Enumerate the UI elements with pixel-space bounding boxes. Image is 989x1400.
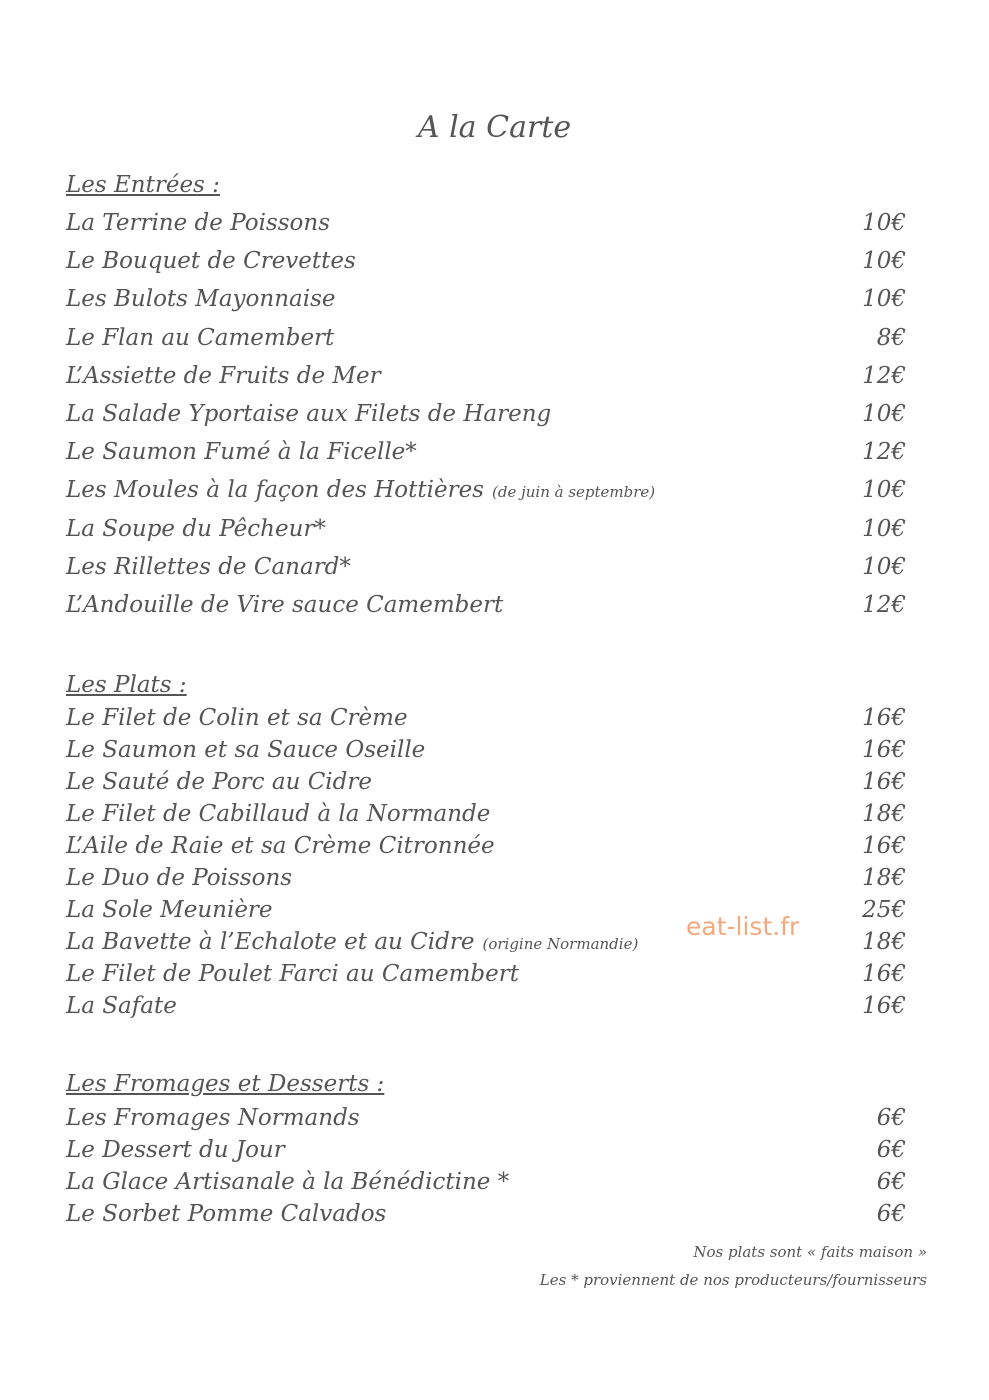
menu-item-name: Le Sorbet Pomme Calvados xyxy=(66,1201,387,1227)
menu-item-price: 6€ xyxy=(876,1137,906,1163)
menu-item-label xyxy=(66,1198,386,1230)
menu-item xyxy=(66,734,906,766)
menu-item xyxy=(66,433,906,471)
section-heading-desserts: Les Fromages et Desserts : xyxy=(66,1071,385,1097)
menu-item xyxy=(66,586,906,624)
menu-item-name: Le Duo de Poissons xyxy=(66,865,293,891)
entrees-list xyxy=(66,204,906,624)
menu-item-label xyxy=(66,395,551,433)
menu-item-name: Le Flan au Camembert xyxy=(66,324,335,351)
menu-item-label xyxy=(66,734,425,766)
menu-item-price: 18€ xyxy=(862,801,906,827)
menu-item-price: 25€ xyxy=(862,897,906,923)
menu-item-label xyxy=(66,926,638,960)
menu-item-name: Les Bulots Mayonnaise xyxy=(66,286,336,313)
menu-item-label xyxy=(66,242,356,280)
section-heading-plats: Les Plats : xyxy=(66,672,187,698)
menu-item xyxy=(66,702,906,734)
menu-item-label xyxy=(66,894,273,926)
menu-item xyxy=(66,830,906,862)
menu-item-price: 10€ xyxy=(862,477,906,504)
menu-item-label xyxy=(66,1102,360,1134)
menu-item-name: Le Filet de Poulet Farci au Camembert xyxy=(66,961,520,987)
menu-item-label xyxy=(66,958,519,990)
menu-item-price: 6€ xyxy=(876,1105,906,1131)
menu-item xyxy=(66,395,906,433)
menu-item xyxy=(66,357,906,395)
menu-item-name: Les Fromages Normands xyxy=(66,1105,360,1131)
menu-item xyxy=(66,862,906,894)
menu-item-label xyxy=(66,1134,285,1166)
menu-item-name: La Glace Artisanale à la Bénédictine * xyxy=(66,1169,510,1195)
menu-item-price: 16€ xyxy=(862,993,906,1019)
menu-item-label xyxy=(66,766,372,798)
footer-line-suppliers: Les * proviennent de nos producteurs/fournisseurs xyxy=(539,1271,927,1289)
menu-item-label xyxy=(66,548,351,586)
menu-item-name: Le Sauté de Porc au Cidre xyxy=(66,769,372,795)
menu-item xyxy=(66,242,906,280)
menu-item-label xyxy=(66,471,655,511)
footer-notes xyxy=(540,1238,927,1294)
menu-item xyxy=(66,1166,906,1198)
plats-list xyxy=(66,702,906,1022)
menu-item-price: 10€ xyxy=(862,553,906,580)
menu-item xyxy=(66,1134,906,1166)
menu-item-price: 18€ xyxy=(862,929,906,955)
menu-item-label xyxy=(66,862,292,894)
menu-item-label xyxy=(66,510,326,548)
section-desserts xyxy=(66,1066,906,1230)
menu-item-name: Le Filet de Colin et sa Crème xyxy=(66,705,408,731)
menu-item-note: (de juin à septembre) xyxy=(492,483,656,502)
desserts-list xyxy=(66,1102,906,1230)
menu-item-price: 10€ xyxy=(862,515,906,542)
menu-item-name: Le Saumon Fumé à la Ficelle* xyxy=(66,439,417,466)
menu-item-name: Le Saumon et sa Sauce Oseille xyxy=(66,737,426,763)
section-heading-entrees: Les Entrées : xyxy=(66,172,220,198)
menu-item-label xyxy=(66,433,417,471)
menu-title: A la Carte xyxy=(417,110,572,145)
menu-item-name: Les Moules à la façon des Hottières xyxy=(66,477,484,504)
section-entrees xyxy=(66,166,906,624)
menu-item-name: L’Aile de Raie et sa Crème Citronnée xyxy=(66,833,495,859)
footer-line-homemade: Nos plats sont « faits maison » xyxy=(693,1243,927,1261)
menu-item-label xyxy=(66,204,330,242)
menu-item-name: L’Andouille de Vire sauce Camembert xyxy=(66,591,504,618)
menu-item-price: 16€ xyxy=(862,737,906,763)
menu-item-price: 12€ xyxy=(862,439,906,466)
menu-item-price: 6€ xyxy=(876,1169,906,1195)
menu-item-price: 10€ xyxy=(862,248,906,275)
menu-item-name: La Soupe du Pêcheur* xyxy=(66,515,326,542)
menu-item-note: (origine Normandie) xyxy=(482,935,639,953)
menu-item-name: Les Rillettes de Canard* xyxy=(66,553,351,580)
menu-item-name: La Salade Yportaise aux Filets de Hareng xyxy=(66,400,552,427)
menu-item xyxy=(66,798,906,830)
menu-item xyxy=(66,1102,906,1134)
menu-item-label xyxy=(66,990,177,1022)
menu-item-price: 16€ xyxy=(862,833,906,859)
menu-item-price: 10€ xyxy=(862,210,906,236)
menu-item-name: La Bavette à l’Echalote et au Cidre xyxy=(66,929,475,955)
menu-item-price: 16€ xyxy=(862,961,906,987)
menu-item-price: 12€ xyxy=(862,362,906,389)
section-plats xyxy=(66,668,906,1022)
menu-item-label xyxy=(66,798,490,830)
menu-item-price: 16€ xyxy=(862,769,906,795)
menu-item-price: 18€ xyxy=(862,865,906,891)
menu-item xyxy=(66,958,906,990)
menu-item xyxy=(66,319,906,357)
menu-item-name: Le Bouquet de Crevettes xyxy=(66,248,356,275)
menu-item-price: 6€ xyxy=(876,1201,906,1227)
menu-item-name: Le Dessert du Jour xyxy=(66,1137,285,1163)
menu-item-label xyxy=(66,319,334,357)
menu-item-price: 8€ xyxy=(876,324,906,351)
menu-item-price: 10€ xyxy=(862,400,906,427)
menu-item-name: L’Assiette de Fruits de Mer xyxy=(66,362,381,389)
menu-item-label xyxy=(66,1166,509,1198)
menu-item-name: Le Filet de Cabillaud à la Normande xyxy=(66,801,491,827)
menu-item-name: La Safate xyxy=(66,993,177,1019)
menu-item-label xyxy=(66,830,495,862)
menu-item-label xyxy=(66,357,381,395)
menu-item-label xyxy=(66,586,503,624)
menu-item-name: La Sole Meunière xyxy=(66,897,273,923)
menu-item xyxy=(66,471,906,509)
menu-item xyxy=(66,548,906,586)
menu-item xyxy=(66,204,906,242)
menu-item xyxy=(66,990,906,1022)
menu-item xyxy=(66,766,906,798)
menu-item xyxy=(66,510,906,548)
menu-item-price: 10€ xyxy=(862,286,906,313)
menu-item-price: 16€ xyxy=(862,705,906,731)
menu-item-label xyxy=(66,702,408,734)
watermark: eat-list.fr xyxy=(686,912,800,941)
menu-item xyxy=(66,1198,906,1230)
menu-item-price: 12€ xyxy=(862,591,906,618)
menu-item xyxy=(66,280,906,318)
menu-item-label xyxy=(66,280,336,318)
menu-item-name: La Terrine de Poissons xyxy=(66,210,331,236)
